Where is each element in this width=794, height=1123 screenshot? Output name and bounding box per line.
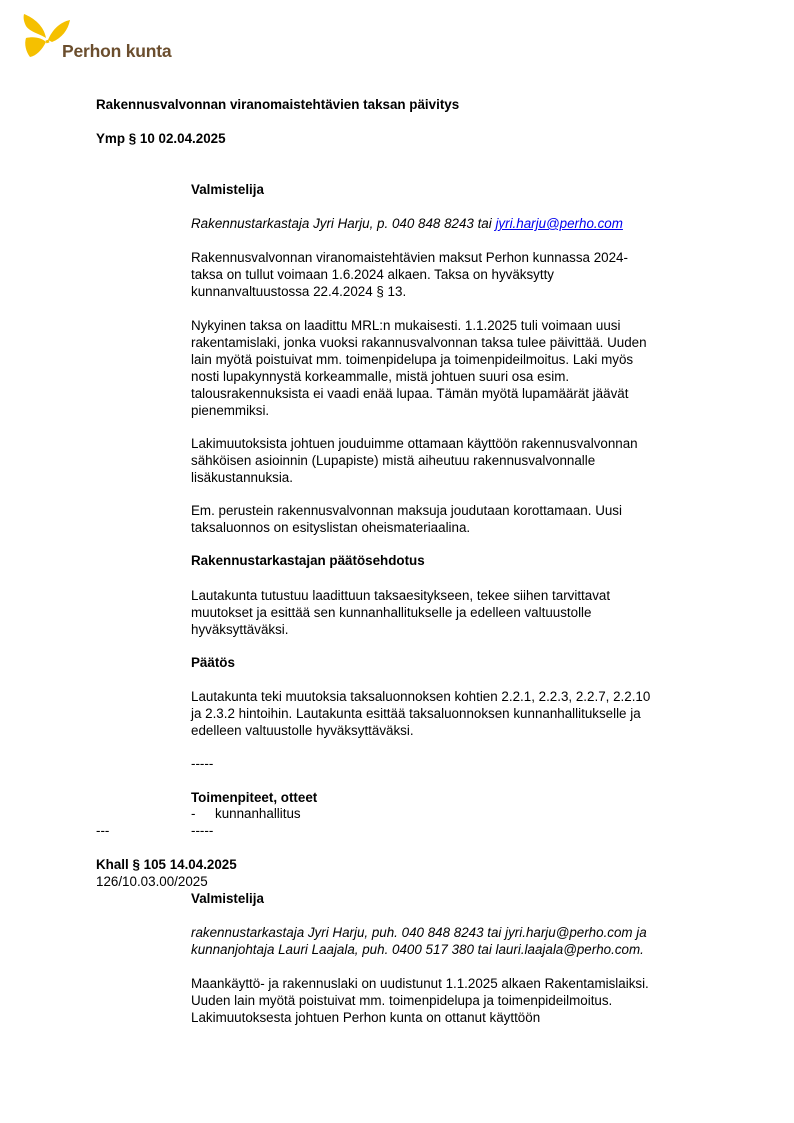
section1-paragraph-3 [191, 435, 711, 486]
paragraph-line: Lautakunta teki muutoksia taksaluonnoksen kohtien 2.2.1, 2.2.3, 2.2.7, 2.2.10 [191, 689, 651, 704]
paragraph-line: kunnanvaltuustossa 22.4.2024 § 13. [191, 284, 407, 299]
end-divider: ----- [191, 823, 214, 838]
paragraph-line: rakentamislaki, jonka vuoksi rakannusvalvonnan taksa tulee päivittää. Uuden [191, 335, 647, 350]
left-margin-mark: --- [96, 823, 110, 838]
paragraph-line: Rakennusvalvonnan viranomaistehtävien maksut Perhon kunnassa 2024- [191, 250, 628, 265]
paragraph-line: pienemmiksi. [191, 403, 270, 418]
paragraph-line: lain myötä poistuivat mm. toimenpidelupa ja toimenpideilmoitus. Laki myös [191, 352, 634, 367]
section1-paragraph-2 [191, 317, 711, 419]
paragraph-line: Lakimuutoksesta johtuen Perhon kunta on ottanut käyttöön [191, 1010, 541, 1025]
paragraph-line: Uuden lain myötä poistuivat mm. toimenpidelupa ja toimenpideilmoitus. [191, 993, 613, 1008]
paragraph-line: Lakimuutoksista johtuen jouduimme ottamaan käyttöön rakennusvalvonnan [191, 436, 638, 451]
section2-paragraph-1 [191, 975, 711, 1026]
section2-preparer-label: Valmistelija [191, 891, 264, 906]
paragraph-line: Em. perustein rakennusvalvonnan maksuja joudutaan korottamaan. Uusi [191, 503, 622, 518]
paragraph-line: Nykyinen taksa on laadittu MRL:n mukaisesti. 1.1.2025 tuli voimaan uusi [191, 318, 621, 333]
logo [22, 12, 172, 61]
section1-paragraph-1 [191, 249, 711, 300]
paragraph-line: ja 2.3.2 hintoihin. Lautakunta esittää taksaluonnoksen kunnanhallitukselle ja [191, 706, 641, 721]
section1-paragraph-4 [191, 502, 711, 536]
paragraph-line: rakennustarkastaja Jyri Harju, puh. 040 848 8243 tai jyri.harju@perho.com ja [191, 925, 647, 940]
paragraph-line: Maankäyttö- ja rakennuslaki on uudistunut 1.1.2025 alkaen Rakentamislaiksi. [191, 976, 649, 991]
paragraph-line: taksa on tullut voimaan 1.6.2024 alkaen. Taksa on hyväksytty [191, 267, 555, 282]
actions-item: kunnanhallitus [215, 806, 301, 821]
paragraph-line: nosti lupakynnystä korkeammalle, mistä johtuen suuri osa esim. [191, 369, 570, 384]
actions-bullet: - [191, 806, 196, 821]
brand-name: Perhon kunta [62, 41, 172, 61]
section2-heading: Khall § 105 14.04.2025 [96, 857, 237, 872]
paragraph-line: taksaluonnos on esityslistan oheismateriaalina. [191, 520, 471, 535]
proposal-label: Rakennustarkastajan päätösehdotus [191, 553, 425, 568]
section1-preparer-label: Valmistelija [191, 182, 264, 197]
reference-number: 126/10.03.00/2025 [96, 874, 208, 889]
paragraph-line: kunnanjohtaja Lauri Laajala, puh. 0400 517 380 tai lauri.laajala@perho.com. [191, 942, 644, 957]
paragraph-line: muutokset ja esittää sen kunnanhallitukselle ja edelleen valtuustolle [191, 605, 592, 620]
decision-text [191, 688, 711, 739]
preparer-email-link[interactable]: jyri.harju@perho.com [495, 216, 623, 231]
document-title: Rakennusvalvonnan viranomaistehtävien taksan päivitys [96, 97, 460, 112]
paragraph-line: hyväksyttäväksi. [191, 622, 289, 637]
section2-preparer-lines [191, 924, 711, 958]
paragraph-line: lisäkustannuksia. [191, 470, 293, 485]
decision-label: Päätös [191, 655, 235, 670]
paragraph-line: sähköisen asioinnin (Lupapiste) mistä aiheutuu rakennusvalvonnalle [191, 453, 596, 468]
proposal-text [191, 587, 711, 638]
actions-label: Toimenpiteet, otteet [191, 790, 318, 805]
paragraph-line: edelleen valtuustolle hyväksyttäväksi. [191, 723, 414, 738]
preparer-text: Rakennustarkastaja Jyri Harju, p. 040 848 8243 tai [191, 216, 496, 231]
paragraph-line: Lautakunta tutustuu laadittuun taksaesitykseen, tekee siihen tarvittavat [191, 588, 611, 603]
paragraph-line: talousrakennuksista ei vaadi enää lupaa. Tämän myötä lupamäärät jäävät [191, 386, 629, 401]
section1-heading: Ymp § 10 02.04.2025 [96, 131, 226, 146]
divider: ----- [191, 756, 214, 771]
section1-preparer-line [191, 216, 623, 231]
